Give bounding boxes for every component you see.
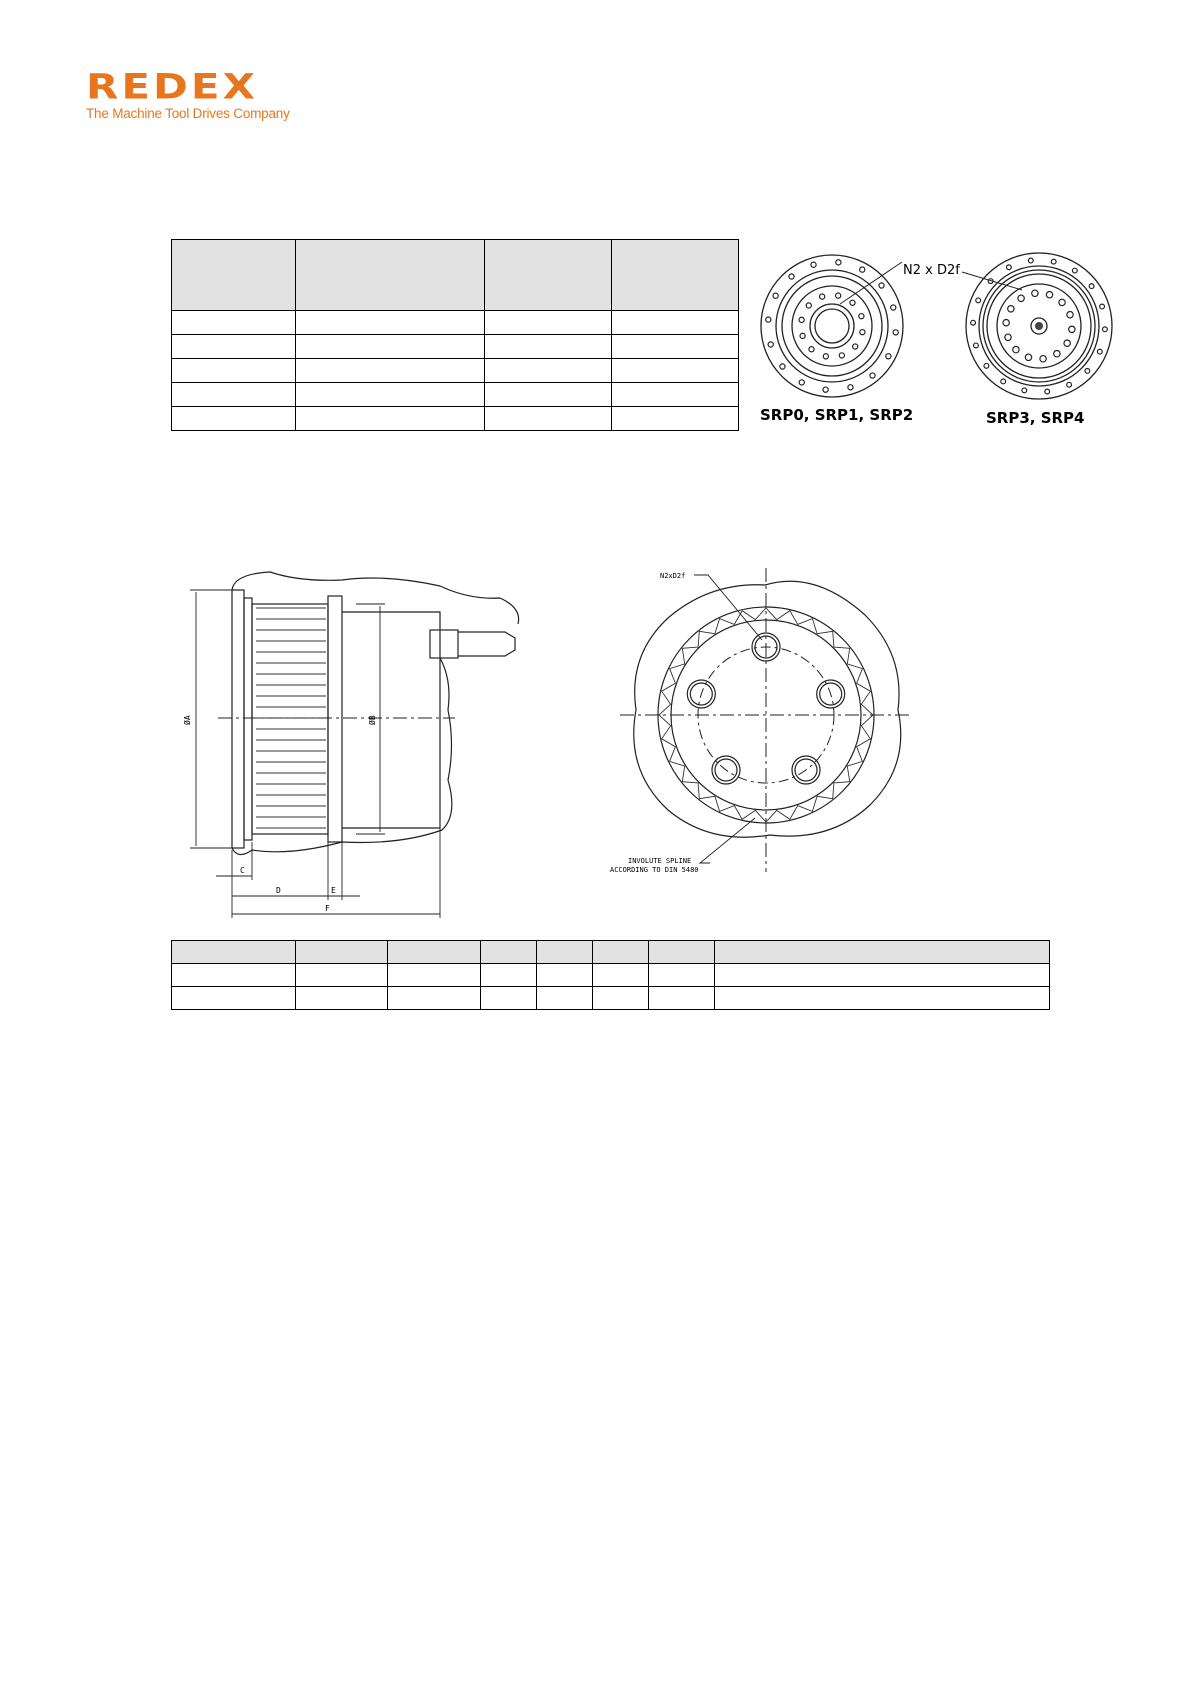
table-cell <box>296 311 485 335</box>
table-header-cell <box>649 941 715 964</box>
bolt-hole <box>1045 389 1050 394</box>
table-cell <box>612 311 739 335</box>
bolt-hole <box>773 293 778 298</box>
table-cell <box>296 359 485 383</box>
shaft <box>458 632 515 656</box>
bottom-spec-table <box>171 940 1050 1010</box>
bolt-hole <box>1064 340 1070 346</box>
center-bore <box>1035 322 1043 330</box>
table-cell <box>388 987 481 1010</box>
bolt-hole <box>1059 299 1065 305</box>
bolt-hole <box>1013 346 1019 352</box>
table-row <box>172 359 739 383</box>
bolt-hole <box>1028 258 1033 263</box>
spline-note-1: INVOLUTE SPLINE <box>628 857 692 865</box>
table-header-cell <box>172 941 296 964</box>
bolt-hole <box>1040 356 1046 362</box>
bolt-hole <box>836 260 841 265</box>
bolt-hole <box>879 283 884 288</box>
bolt-hole <box>836 293 841 298</box>
figure-caption-right: SRP3, SRP4 <box>986 409 1085 427</box>
bolt-hole <box>971 320 976 325</box>
bolt-hole <box>1089 284 1094 289</box>
table-header-cell <box>715 941 1050 964</box>
housing <box>342 612 440 828</box>
bolt-hole <box>893 330 898 335</box>
table-cell <box>388 964 481 987</box>
dim-label-d: D <box>276 886 281 895</box>
table-cell <box>593 964 649 987</box>
top-spec-table <box>171 239 739 431</box>
bolt-hole <box>1097 349 1102 354</box>
callout-holes-label: N2xD2f <box>660 572 686 580</box>
bolt-hole <box>974 343 979 348</box>
dim-label-c: C <box>240 866 245 875</box>
table-cell <box>485 359 612 383</box>
table-row <box>172 987 1050 1010</box>
side-view-drawing <box>170 560 550 920</box>
bolt-hole <box>1100 304 1105 309</box>
bolt-hole <box>823 387 828 392</box>
bolt-hole <box>1001 379 1006 384</box>
bolt-hole <box>1003 320 1009 326</box>
table-header-cell <box>485 240 612 311</box>
bolt-hole <box>1067 312 1073 318</box>
spline-teeth <box>256 608 326 828</box>
table-cell <box>649 987 715 1010</box>
bolt-hole <box>806 303 811 308</box>
flange-holes-inner-a <box>799 293 865 359</box>
bolt-hole <box>984 363 989 368</box>
table-cell <box>172 335 296 359</box>
flange-b <box>328 596 342 842</box>
bolt-hole <box>820 294 825 299</box>
table-header-row <box>172 240 739 311</box>
table-header-cell <box>296 240 485 311</box>
table-cell <box>537 964 593 987</box>
table-cell <box>612 335 739 359</box>
front-view-drawing <box>600 560 930 880</box>
bolt-hole <box>1025 354 1031 360</box>
spline-note-2: ACCORDING TO DIN 5480 <box>610 866 699 874</box>
table-cell <box>296 383 485 407</box>
table-cell <box>172 383 296 407</box>
table-cell <box>485 335 612 359</box>
table-cell <box>612 383 739 407</box>
table-cell <box>485 407 612 431</box>
company-logo <box>86 66 296 121</box>
table-header-cell <box>172 240 296 311</box>
bolt-hole <box>853 344 858 349</box>
table-header-cell <box>537 941 593 964</box>
table-row <box>172 311 739 335</box>
dim-label-b: ØB <box>368 715 377 725</box>
figure-caption-left: SRP0, SRP1, SRP2 <box>760 406 914 424</box>
table-row <box>172 407 739 431</box>
table-cell <box>296 335 485 359</box>
bolt-hole <box>789 274 794 279</box>
bolt-hole <box>1032 290 1038 296</box>
dim-label-e: E <box>331 886 336 895</box>
table-header-cell <box>296 941 388 964</box>
table-cell <box>649 964 715 987</box>
bolt-hole <box>860 267 865 272</box>
bolt-hole <box>839 353 844 358</box>
bolt-hole <box>1072 268 1077 273</box>
table-cell <box>537 987 593 1010</box>
flange-a <box>232 590 244 848</box>
bolt-hole <box>1103 327 1108 332</box>
spline-body <box>252 604 328 834</box>
table-cell <box>172 987 296 1010</box>
bolt-hole <box>766 317 771 322</box>
table-cell <box>172 964 296 987</box>
bolt-hole <box>780 364 785 369</box>
bolt-hole <box>809 347 814 352</box>
bolt-hole <box>891 305 896 310</box>
spline-leader <box>700 818 755 863</box>
table-header-row <box>172 941 1050 964</box>
table-cell <box>172 407 296 431</box>
table-cell <box>715 964 1050 987</box>
flange-holes-outer-a <box>766 260 899 393</box>
table-cell <box>172 311 296 335</box>
bolt-hole <box>1006 265 1011 270</box>
bolt-hole <box>1085 368 1090 373</box>
table-cell <box>296 964 388 987</box>
bolt-hole <box>1054 351 1060 357</box>
bolt-hole <box>1067 382 1072 387</box>
table-header-cell <box>612 240 739 311</box>
table-header-cell <box>593 941 649 964</box>
bolt-hole <box>976 298 981 303</box>
callout-leader-line <box>840 262 902 304</box>
table-cell <box>296 987 388 1010</box>
bolt-hole <box>800 333 805 338</box>
bolt-hole <box>823 354 828 359</box>
logo-tagline: The Machine Tool Drives Company <box>86 106 290 121</box>
bolt-hole <box>1022 388 1027 393</box>
bolt-hole <box>850 300 855 305</box>
bolt-hole <box>1008 306 1014 312</box>
bolt-hole <box>1018 295 1024 301</box>
bolt-hole <box>859 314 864 319</box>
bolt-hole <box>811 262 816 267</box>
logo-wordmark: REDEX <box>86 66 258 107</box>
table-row <box>172 383 739 407</box>
table-cell <box>296 407 485 431</box>
bolt-hole <box>1046 292 1052 298</box>
table-cell <box>612 407 739 431</box>
callout-label: N2 x D2f <box>903 263 960 278</box>
table-cell <box>485 311 612 335</box>
table-cell <box>715 987 1050 1010</box>
table-cell <box>481 987 537 1010</box>
table-cell <box>485 383 612 407</box>
bolt-hole <box>848 385 853 390</box>
bolt-hole <box>886 354 891 359</box>
table-row <box>172 335 739 359</box>
bolt-hole <box>1051 259 1056 264</box>
bolt-hole <box>860 330 865 335</box>
table-row <box>172 964 1050 987</box>
bolt-hole <box>799 317 804 322</box>
break-outline-top <box>232 572 519 624</box>
table-cell <box>612 359 739 383</box>
bolt-hole <box>1069 326 1075 332</box>
bolt-hole <box>768 342 773 347</box>
bolt-hole <box>870 373 875 378</box>
dim-label-a: ØA <box>183 715 192 725</box>
table-cell <box>593 987 649 1010</box>
table-cell <box>172 359 296 383</box>
table-header-cell <box>481 941 537 964</box>
table-header-cell <box>388 941 481 964</box>
dim-label-f: F <box>325 904 330 913</box>
bolt-hole <box>799 380 804 385</box>
table-cell <box>481 964 537 987</box>
bolt-hole <box>1005 334 1011 340</box>
